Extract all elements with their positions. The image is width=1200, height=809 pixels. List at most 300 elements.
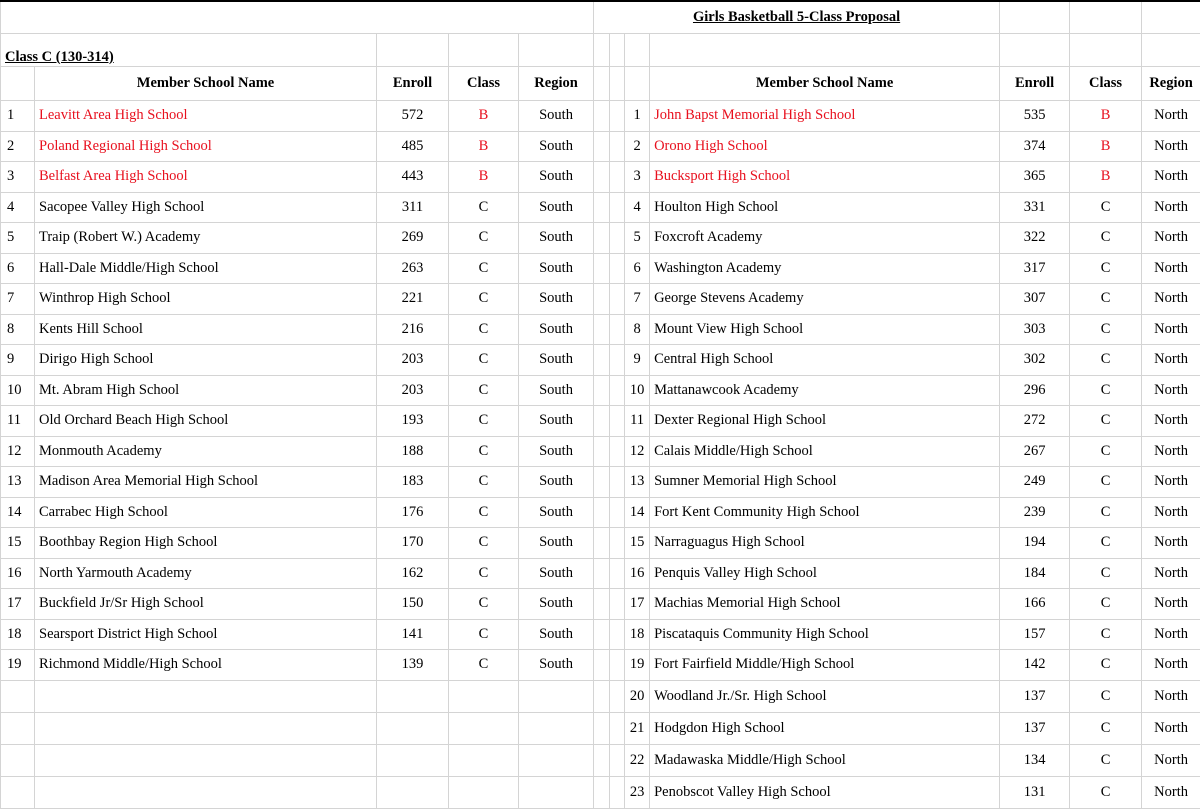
spacer-cell	[610, 619, 625, 650]
class-cell[interactable]: C	[1070, 223, 1142, 254]
region-cell[interactable]: South	[519, 101, 594, 132]
enroll-cell[interactable]: 263	[377, 253, 449, 284]
table-row	[1, 467, 1200, 498]
region-cell[interactable]: North	[1142, 558, 1200, 589]
class-cell[interactable]: C	[449, 497, 519, 528]
region-cell[interactable]: South	[519, 406, 594, 437]
class-cell[interactable]: C	[1070, 712, 1142, 744]
enroll-cell[interactable]: 267	[1000, 436, 1070, 467]
row-number[interactable]: 22	[625, 744, 650, 776]
region-cell[interactable]: North	[1142, 345, 1200, 376]
empty-cell[interactable]	[519, 680, 594, 712]
spacer-cell	[594, 589, 610, 620]
school-name-cell[interactable]: Mt. Abram High School	[35, 375, 377, 406]
enroll-cell[interactable]: 184	[1000, 558, 1070, 589]
class-label[interactable]: Class C (130-314)	[1, 34, 377, 67]
region-cell[interactable]: South	[519, 528, 594, 559]
class-cell[interactable]: B	[1070, 131, 1142, 162]
class-cell[interactable]: C	[449, 345, 519, 376]
spacer-cell	[594, 497, 610, 528]
region-cell[interactable]: South	[519, 192, 594, 223]
school-name-cell[interactable]: Carrabec High School	[35, 497, 377, 528]
empty-cell[interactable]	[519, 712, 594, 744]
class-cell[interactable]: C	[1070, 314, 1142, 345]
enroll-cell[interactable]: 131	[1000, 776, 1070, 808]
header-class-south[interactable]: Class	[449, 67, 519, 101]
spacer-cell	[610, 314, 625, 345]
school-name-cell[interactable]: Madison Area Memorial High School	[35, 467, 377, 498]
school-name-cell[interactable]: Monmouth Academy	[35, 436, 377, 467]
region-cell[interactable]: South	[519, 650, 594, 681]
enroll-cell[interactable]: 194	[1000, 528, 1070, 559]
school-name-cell[interactable]: Belfast Area High School	[35, 162, 377, 193]
spacer-cell	[594, 744, 610, 776]
empty-cell[interactable]	[449, 680, 519, 712]
header-enroll-south[interactable]: Enroll	[377, 67, 449, 101]
class-cell[interactable]: C	[449, 589, 519, 620]
row-number[interactable]: 11	[625, 406, 650, 437]
table-row	[1, 375, 1200, 406]
row-number[interactable]: 5	[1, 223, 35, 254]
enroll-cell[interactable]: 142	[1000, 650, 1070, 681]
spacer-cell	[610, 744, 625, 776]
school-name-cell[interactable]: Foxcroft Academy	[650, 223, 1000, 254]
region-cell[interactable]: South	[519, 131, 594, 162]
region-cell[interactable]: South	[519, 589, 594, 620]
region-cell[interactable]: North	[1142, 776, 1200, 808]
row-number[interactable]: 17	[1, 589, 35, 620]
class-cell[interactable]: C	[1070, 406, 1142, 437]
table-row	[1, 589, 1200, 620]
region-cell[interactable]: North	[1142, 680, 1200, 712]
row-number[interactable]: 23	[625, 776, 650, 808]
region-cell[interactable]: North	[1142, 712, 1200, 744]
class-cell[interactable]: C	[1070, 558, 1142, 589]
row-number[interactable]: 21	[625, 712, 650, 744]
row-number[interactable]: 13	[1, 467, 35, 498]
enroll-cell[interactable]: 365	[1000, 162, 1070, 193]
top-border	[0, 0, 1200, 2]
table-row	[1, 284, 1200, 315]
region-cell[interactable]: North	[1142, 223, 1200, 254]
header-row	[1, 67, 1200, 101]
region-cell[interactable]: North	[1142, 101, 1200, 132]
enroll-cell[interactable]: 322	[1000, 223, 1070, 254]
school-name-cell[interactable]: Boothbay Region High School	[35, 528, 377, 559]
empty-cell[interactable]	[377, 680, 449, 712]
table-row	[1, 192, 1200, 223]
spacer-cell	[610, 436, 625, 467]
spacer-cell	[594, 284, 610, 315]
school-name-cell[interactable]: Fort Kent Community High School	[650, 497, 1000, 528]
school-name-cell[interactable]: Mattanawcook Academy	[650, 375, 1000, 406]
class-cell[interactable]: C	[449, 253, 519, 284]
class-cell[interactable]: C	[1070, 192, 1142, 223]
spacer-cell	[610, 589, 625, 620]
school-name-cell[interactable]: Dexter Regional High School	[650, 406, 1000, 437]
enroll-cell[interactable]: 331	[1000, 192, 1070, 223]
school-name-cell[interactable]: Fort Fairfield Middle/High School	[650, 650, 1000, 681]
school-name-cell[interactable]: Buckfield Jr/Sr High School	[35, 589, 377, 620]
spacer-cell	[610, 284, 625, 315]
enroll-cell[interactable]: 139	[377, 650, 449, 681]
row-number[interactable]: 14	[1, 497, 35, 528]
enroll-cell[interactable]: 134	[1000, 744, 1070, 776]
region-cell[interactable]: North	[1142, 314, 1200, 345]
region-cell[interactable]: North	[1142, 131, 1200, 162]
region-cell[interactable]: South	[519, 558, 594, 589]
class-cell[interactable]: C	[449, 467, 519, 498]
row-number[interactable]: 15	[1, 528, 35, 559]
spacer-cell	[594, 712, 610, 744]
header-school-name-south[interactable]: Member School Name	[35, 67, 377, 101]
region-cell[interactable]: North	[1142, 744, 1200, 776]
empty-cell[interactable]	[449, 712, 519, 744]
enroll-cell[interactable]: 193	[377, 406, 449, 437]
table-row	[1, 497, 1200, 528]
empty-cell[interactable]	[377, 776, 449, 808]
school-name-cell[interactable]: Calais Middle/High School	[650, 436, 1000, 467]
enroll-cell[interactable]: 302	[1000, 345, 1070, 376]
row-number[interactable]: 7	[1, 284, 35, 315]
class-cell[interactable]: C	[1070, 619, 1142, 650]
school-name-cell[interactable]: Traip (Robert W.) Academy	[35, 223, 377, 254]
row-number[interactable]: 8	[1, 314, 35, 345]
enroll-cell[interactable]: 307	[1000, 284, 1070, 315]
school-name-cell[interactable]: Penobscot Valley High School	[650, 776, 1000, 808]
row-number[interactable]: 9	[1, 345, 35, 376]
empty-cell[interactable]	[35, 712, 377, 744]
row-number[interactable]: 10	[625, 375, 650, 406]
spacer-cell	[610, 467, 625, 498]
spacer-cell	[610, 345, 625, 376]
class-cell[interactable]: C	[1070, 436, 1142, 467]
enroll-cell[interactable]: 203	[377, 345, 449, 376]
empty-cell[interactable]	[519, 776, 594, 808]
region-cell[interactable]: South	[519, 284, 594, 315]
table-row	[1, 131, 1200, 162]
row-number[interactable]: 1	[1, 101, 35, 132]
enroll-cell[interactable]: 311	[377, 192, 449, 223]
row-number[interactable]: 10	[1, 375, 35, 406]
header-region-south[interactable]: Region	[519, 67, 594, 101]
class-label-row	[1, 34, 1200, 67]
row-number[interactable]: 17	[625, 589, 650, 620]
class-cell[interactable]: C	[1070, 589, 1142, 620]
enroll-cell[interactable]: 269	[377, 223, 449, 254]
spacer-cell	[610, 253, 625, 284]
enroll-cell[interactable]: 317	[1000, 253, 1070, 284]
table-row	[1, 345, 1200, 376]
school-name-cell[interactable]: Dirigo High School	[35, 345, 377, 376]
region-cell[interactable]: North	[1142, 467, 1200, 498]
class-cell[interactable]: C	[1070, 375, 1142, 406]
table-row	[1, 314, 1200, 345]
enroll-cell[interactable]: 296	[1000, 375, 1070, 406]
enroll-cell[interactable]: 443	[377, 162, 449, 193]
class-cell[interactable]: C	[449, 436, 519, 467]
empty-cell[interactable]	[35, 680, 377, 712]
empty-cell[interactable]	[377, 712, 449, 744]
school-name-cell[interactable]: Leavitt Area High School	[35, 101, 377, 132]
school-name-cell[interactable]: Madawaska Middle/High School	[650, 744, 1000, 776]
enroll-cell[interactable]: 221	[377, 284, 449, 315]
school-name-cell[interactable]: Mount View High School	[650, 314, 1000, 345]
row-number[interactable]: 11	[1, 406, 35, 437]
school-name-cell[interactable]: Machias Memorial High School	[650, 589, 1000, 620]
spacer-cell	[610, 497, 625, 528]
row-number[interactable]: 19	[625, 650, 650, 681]
region-cell[interactable]: North	[1142, 253, 1200, 284]
table-row	[1, 436, 1200, 467]
empty-cell[interactable]	[1, 776, 35, 808]
class-cell[interactable]: B	[1070, 101, 1142, 132]
region-cell[interactable]: North	[1142, 406, 1200, 437]
school-name-cell[interactable]: North Yarmouth Academy	[35, 558, 377, 589]
class-cell[interactable]: C	[1070, 776, 1142, 808]
row-number[interactable]: 16	[1, 558, 35, 589]
region-cell[interactable]: South	[519, 436, 594, 467]
table-row	[1, 406, 1200, 437]
empty-cell[interactable]	[449, 744, 519, 776]
region-cell[interactable]: North	[1142, 436, 1200, 467]
school-name-cell[interactable]: Hall-Dale Middle/High School	[35, 253, 377, 284]
spacer-cell	[610, 162, 625, 193]
enroll-cell[interactable]: 166	[1000, 589, 1070, 620]
class-cell[interactable]: B	[1070, 162, 1142, 193]
title-row	[1, 1, 1200, 34]
row-number[interactable]: 2	[1, 131, 35, 162]
school-name-cell[interactable]: Sacopee Valley High School	[35, 192, 377, 223]
school-name-cell[interactable]: Washington Academy	[650, 253, 1000, 284]
enroll-cell[interactable]: 137	[1000, 680, 1070, 712]
school-name-cell[interactable]: Penquis Valley High School	[650, 558, 1000, 589]
class-cell[interactable]: C	[1070, 467, 1142, 498]
row-number[interactable]: 8	[625, 314, 650, 345]
enroll-cell[interactable]: 249	[1000, 467, 1070, 498]
enroll-cell[interactable]: 303	[1000, 314, 1070, 345]
table-row	[1, 619, 1200, 650]
region-cell[interactable]: South	[519, 375, 594, 406]
region-cell[interactable]: North	[1142, 650, 1200, 681]
empty-cell[interactable]	[1, 712, 35, 744]
row-number[interactable]: 18	[1, 619, 35, 650]
region-cell[interactable]: North	[1142, 497, 1200, 528]
empty-cell[interactable]	[1, 680, 35, 712]
spacer-cell	[594, 192, 610, 223]
enroll-cell[interactable]: 141	[377, 619, 449, 650]
enroll-cell[interactable]: 183	[377, 467, 449, 498]
region-cell[interactable]: South	[519, 345, 594, 376]
enroll-cell[interactable]: 176	[377, 497, 449, 528]
spacer-cell	[610, 131, 625, 162]
enroll-cell[interactable]: 272	[1000, 406, 1070, 437]
school-name-cell[interactable]: Poland Regional High School	[35, 131, 377, 162]
region-cell[interactable]: North	[1142, 162, 1200, 193]
school-name-cell[interactable]: Winthrop High School	[35, 284, 377, 315]
enroll-cell[interactable]: 150	[377, 589, 449, 620]
empty-cell[interactable]	[519, 744, 594, 776]
region-cell[interactable]: North	[1142, 192, 1200, 223]
school-name-cell[interactable]: Central High School	[650, 345, 1000, 376]
school-name-cell[interactable]: Old Orchard Beach High School	[35, 406, 377, 437]
class-cell[interactable]: C	[449, 223, 519, 254]
table-row	[1, 650, 1200, 681]
enroll-cell[interactable]: 535	[1000, 101, 1070, 132]
spacer-cell	[610, 223, 625, 254]
spacer-cell	[610, 528, 625, 559]
spacer-cell	[594, 776, 610, 808]
class-cell[interactable]: C	[1070, 253, 1142, 284]
header-region-north[interactable]: Region	[1142, 67, 1200, 101]
empty-cell[interactable]	[35, 744, 377, 776]
region-cell[interactable]: North	[1142, 284, 1200, 315]
region-cell[interactable]: South	[519, 253, 594, 284]
region-cell[interactable]: North	[1142, 375, 1200, 406]
spacer-cell	[610, 375, 625, 406]
class-cell[interactable]: C	[449, 192, 519, 223]
row-number[interactable]: 4	[625, 192, 650, 223]
enroll-cell[interactable]: 170	[377, 528, 449, 559]
row-number[interactable]: 9	[625, 345, 650, 376]
row-number[interactable]: 1	[625, 101, 650, 132]
class-cell[interactable]: C	[449, 528, 519, 559]
region-cell[interactable]: South	[519, 497, 594, 528]
empty-cell[interactable]	[35, 776, 377, 808]
class-cell[interactable]: C	[449, 375, 519, 406]
empty-cell[interactable]	[449, 776, 519, 808]
region-cell[interactable]: South	[519, 314, 594, 345]
enroll-cell[interactable]: 162	[377, 558, 449, 589]
class-cell[interactable]: C	[1070, 345, 1142, 376]
region-cell[interactable]: North	[1142, 589, 1200, 620]
row-number[interactable]: 20	[625, 680, 650, 712]
row-number[interactable]: 4	[1, 192, 35, 223]
spacer-cell	[610, 558, 625, 589]
row-number[interactable]: 2	[625, 131, 650, 162]
spacer-cell	[594, 314, 610, 345]
spacer-cell	[594, 650, 610, 681]
sheet-title[interactable]: Girls Basketball 5-Class Proposal	[594, 1, 1000, 34]
table-row	[1, 528, 1200, 559]
class-cell[interactable]: C	[1070, 744, 1142, 776]
school-name-cell[interactable]: Kents Hill School	[35, 314, 377, 345]
region-cell[interactable]: South	[519, 223, 594, 254]
header-class-north[interactable]: Class	[1070, 67, 1142, 101]
school-name-cell[interactable]: Houlton High School	[650, 192, 1000, 223]
enroll-cell[interactable]: 374	[1000, 131, 1070, 162]
spacer-cell	[610, 101, 625, 132]
enroll-cell[interactable]: 203	[377, 375, 449, 406]
school-name-cell[interactable]: Narraguagus High School	[650, 528, 1000, 559]
region-cell[interactable]: South	[519, 162, 594, 193]
class-cell[interactable]: C	[1070, 528, 1142, 559]
class-cell[interactable]: B	[449, 162, 519, 193]
spacer-cell	[594, 528, 610, 559]
region-cell[interactable]: North	[1142, 619, 1200, 650]
enroll-cell[interactable]: 216	[377, 314, 449, 345]
class-cell[interactable]: C	[1070, 284, 1142, 315]
enroll-cell[interactable]: 485	[377, 131, 449, 162]
row-number[interactable]: 6	[625, 253, 650, 284]
school-name-cell[interactable]: Richmond Middle/High School	[35, 650, 377, 681]
school-name-cell[interactable]: Hodgdon High School	[650, 712, 1000, 744]
school-name-cell[interactable]: Bucksport High School	[650, 162, 1000, 193]
header-enroll-north[interactable]: Enroll	[1000, 67, 1070, 101]
spacer-cell	[594, 162, 610, 193]
class-cell[interactable]: C	[1070, 680, 1142, 712]
school-name-cell[interactable]: Sumner Memorial High School	[650, 467, 1000, 498]
table-row	[1, 162, 1200, 193]
empty-cell[interactable]	[377, 744, 449, 776]
class-cell[interactable]: C	[1070, 650, 1142, 681]
row-number[interactable]: 5	[625, 223, 650, 254]
enroll-cell[interactable]: 137	[1000, 712, 1070, 744]
spacer-cell	[610, 712, 625, 744]
class-cell[interactable]: B	[449, 131, 519, 162]
table-row	[1, 223, 1200, 254]
row-number[interactable]: 16	[625, 558, 650, 589]
spacer-cell	[610, 680, 625, 712]
table-row	[1, 744, 1200, 776]
row-number[interactable]: 3	[1, 162, 35, 193]
row-number[interactable]: 7	[625, 284, 650, 315]
row-number[interactable]: 18	[625, 619, 650, 650]
row-number[interactable]: 3	[625, 162, 650, 193]
enroll-cell[interactable]: 239	[1000, 497, 1070, 528]
class-cell[interactable]: C	[449, 314, 519, 345]
class-cell[interactable]: C	[449, 650, 519, 681]
table-row	[1, 253, 1200, 284]
row-number[interactable]: 19	[1, 650, 35, 681]
region-cell[interactable]: North	[1142, 528, 1200, 559]
school-name-cell[interactable]: Piscataquis Community High School	[650, 619, 1000, 650]
class-cell[interactable]: C	[449, 619, 519, 650]
row-number[interactable]: 14	[625, 497, 650, 528]
spacer-cell	[594, 345, 610, 376]
class-cell[interactable]: C	[449, 558, 519, 589]
empty-cell[interactable]	[1, 744, 35, 776]
row-number[interactable]: 12	[1, 436, 35, 467]
table-row	[1, 776, 1200, 808]
spacer-cell	[610, 776, 625, 808]
school-name-cell[interactable]: Orono High School	[650, 131, 1000, 162]
region-cell[interactable]: South	[519, 619, 594, 650]
school-name-cell[interactable]: Searsport District High School	[35, 619, 377, 650]
class-cell[interactable]: C	[1070, 497, 1142, 528]
enroll-cell[interactable]: 157	[1000, 619, 1070, 650]
class-cell[interactable]: C	[449, 406, 519, 437]
school-name-cell[interactable]: George Stevens Academy	[650, 284, 1000, 315]
school-name-cell[interactable]: Woodland Jr./Sr. High School	[650, 680, 1000, 712]
spacer-cell	[610, 192, 625, 223]
class-cell[interactable]: B	[449, 101, 519, 132]
enroll-cell[interactable]: 188	[377, 436, 449, 467]
row-number[interactable]: 13	[625, 467, 650, 498]
row-number[interactable]: 12	[625, 436, 650, 467]
spacer-cell	[594, 406, 610, 437]
region-cell[interactable]: South	[519, 467, 594, 498]
row-number[interactable]: 6	[1, 253, 35, 284]
row-number[interactable]: 15	[625, 528, 650, 559]
enroll-cell[interactable]: 572	[377, 101, 449, 132]
school-name-cell[interactable]: John Bapst Memorial High School	[650, 101, 1000, 132]
spacer-cell	[610, 650, 625, 681]
class-cell[interactable]: C	[449, 284, 519, 315]
header-school-name-north[interactable]: Member School Name	[650, 67, 1000, 101]
table-row	[1, 558, 1200, 589]
spacer-cell	[594, 467, 610, 498]
